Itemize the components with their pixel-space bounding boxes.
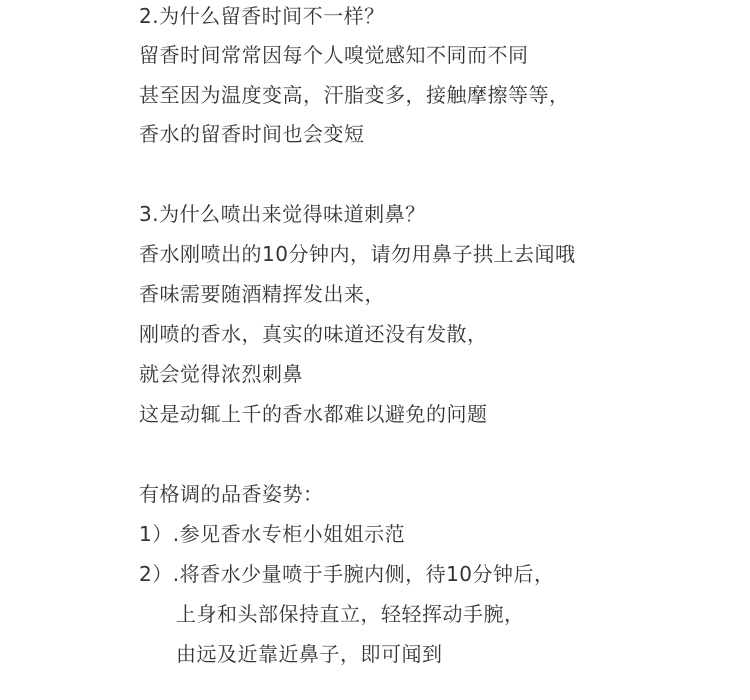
section-2-line-2: 甚至因为温度变高，汗脂变多，接触摩擦等等，	[139, 83, 570, 107]
section-3-line-2: 香味需要随酒精挥发出来，	[139, 282, 385, 306]
section-2-line-3: 香水的留香时间也会变短	[139, 122, 365, 146]
section-3-line-5: 这是动辄上千的香水都难以避免的问题	[139, 402, 488, 426]
tips-item-2-line-2: 上身和头部保持直立，轻轻挥动手腕，	[176, 602, 525, 626]
section-3-question: 3.为什么喷出来觉得味道刺鼻？	[139, 202, 426, 226]
section-2-question: 2.为什么留香时间不一样？	[139, 4, 385, 28]
tips-item-1: 1）.参见香水专柜小姐姐示范	[139, 522, 406, 546]
section-3-line-1: 香水刚喷出的10分钟内，请勿用鼻子拱上去闻哦	[139, 242, 576, 266]
tips-item-2-line-3: 由远及近靠近鼻子，即可闻到	[176, 642, 443, 666]
section-3-line-4: 就会觉得浓烈刺鼻	[139, 362, 303, 386]
tips-heading: 有格调的品香姿势：	[139, 482, 324, 506]
section-2-line-1: 留香时间常常因每个人嗅觉感知不同而不同	[139, 43, 529, 67]
tips-item-2: 2）.将香水少量喷于手腕内侧，待10分钟后，	[139, 562, 555, 586]
section-3-line-3: 刚喷的香水，真实的味道还没有发散，	[139, 322, 488, 346]
